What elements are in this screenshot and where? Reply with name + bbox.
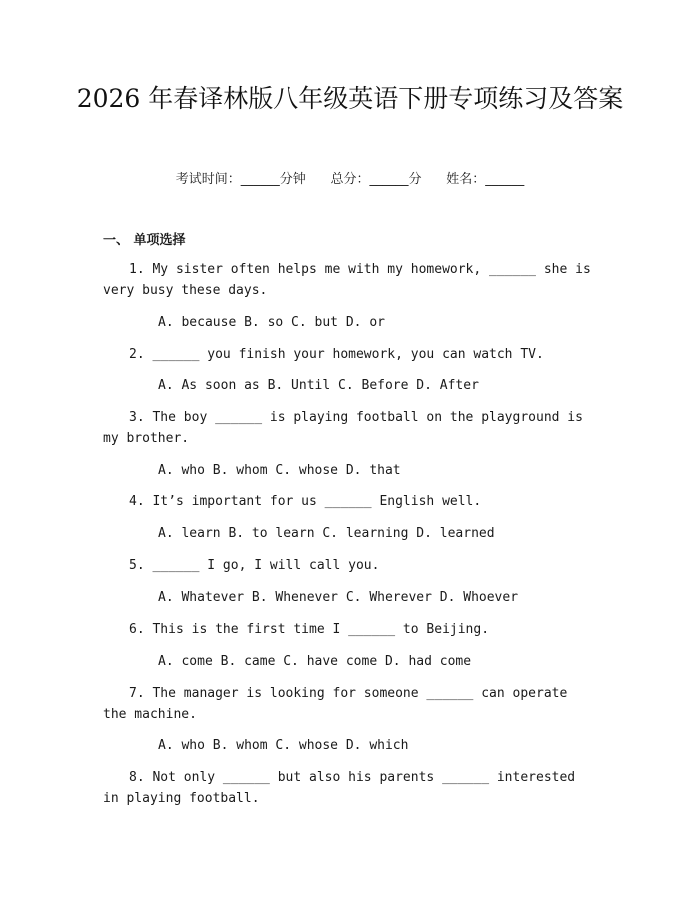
question-4-options: A. learn B. to learn C. learning D. learned	[158, 526, 495, 541]
question-2: 2. ______ you finish your homework, you can watch TV.	[129, 347, 544, 362]
section-heading: 一、 单项选择	[103, 233, 186, 248]
question-8: 8. Not only ______ but also his parents ______ interested in playing football.	[103, 770, 576, 806]
question-2-options: A. As soon as B. Until C. Before D. After	[158, 378, 479, 393]
question-5: 5. ______ I go, I will call you.	[129, 558, 380, 573]
question-1-options: A. because B. so C. but D. or	[158, 315, 385, 330]
question-4: 4. It’s important for us ______ English well.	[129, 494, 482, 509]
question-7: 7. The manager is looking for someone ______ can operate the machine.	[103, 686, 568, 722]
question-7-options: A. who B. whom C. whose D. which	[158, 738, 409, 753]
question-1: 1. My sister often helps me with my homework, ______ she is very busy these days.	[103, 262, 591, 298]
question-3: 3. The boy ______ is playing football on the playground is my brother.	[103, 410, 583, 446]
document-title: 2026 年春译林版八年级英语下册专项练习及答案	[76, 84, 624, 113]
exam-info-line: 考试时间：______分钟 总分：______分 姓名：______	[175, 172, 525, 187]
question-6-options: A. come B. came C. have come D. had come	[158, 654, 472, 669]
question-5-options: A. Whatever B. Whenever C. Wherever D. Whoever	[158, 590, 519, 605]
question-3-options: A. who B. whom C. whose D. that	[158, 463, 401, 478]
question-6: 6. This is the first time I ______ to Beijing.	[129, 622, 490, 637]
